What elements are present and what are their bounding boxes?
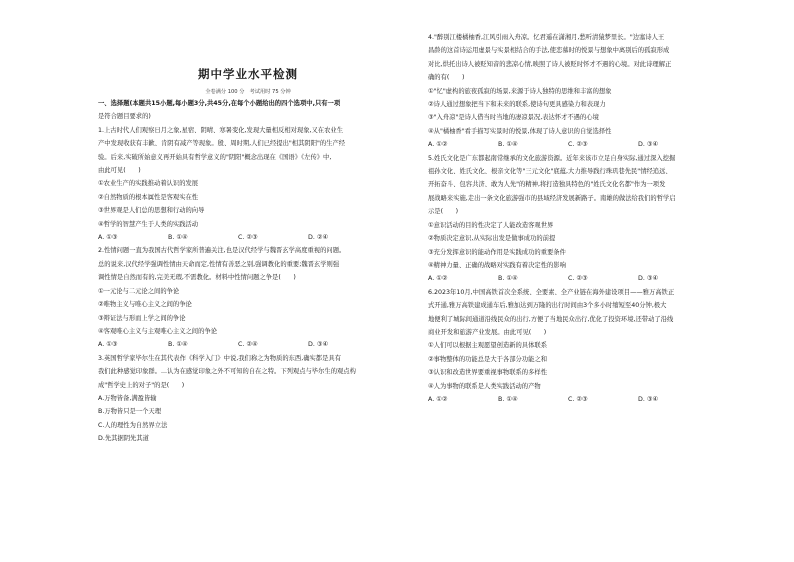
answer-choice: B. ①④ bbox=[168, 234, 188, 242]
section-heading-line: 是符合题目要求的) bbox=[98, 113, 151, 121]
question-option: ③认识和改造世界要重视事物联系的多样性 bbox=[428, 369, 547, 377]
question-stem-line: 由此可见( ) bbox=[98, 167, 141, 175]
question-option: ②事物整体的功能总是大于各部分功能之和 bbox=[428, 355, 547, 363]
answer-choices bbox=[428, 393, 732, 406]
answer-choice: D. ③④ bbox=[638, 275, 659, 283]
answer-choice: D. ③④ bbox=[308, 341, 329, 349]
question-stem-line: 6.2023年10月,中国高铁首次全系统、全要素、全产业链在海外建设项目——雅万高铁正 bbox=[428, 288, 675, 296]
question-option: A.万物皆备,满盈皆输 bbox=[98, 394, 157, 402]
question-stem-line: 1.上古时代人们观察日月之象,星宿、阴晴、寒暑变化,发现大量相反相对现象,又在农业生 bbox=[98, 126, 343, 134]
question-option: ②物质决定意识,从实际出发是做事成功的前提 bbox=[428, 235, 556, 243]
answer-choice: C. ②③ bbox=[238, 234, 258, 242]
answer-choice: C. ②③ bbox=[568, 141, 588, 149]
answer-choice: D. ③④ bbox=[638, 141, 659, 149]
question-stem-line: 示是( ) bbox=[428, 208, 459, 216]
question-stem-line: 4."醉别江楼橘柚香,江风引雨入舟凉。忆君遥在潇湘月,愁听清猿梦里长。"边塞诗人王 bbox=[428, 34, 665, 41]
answer-choice: B. ①④ bbox=[168, 341, 188, 349]
question-4 bbox=[428, 31, 732, 152]
question-stem-line: 商业开发和旅游产业发展。由此可见( ) bbox=[428, 328, 547, 336]
question-option: ③充分发挥意识的能动作用是实践成功的重要条件 bbox=[428, 248, 566, 256]
question-option: ①意识活动的目的性决定了人能改造客观世界 bbox=[428, 221, 554, 229]
question-stem-line: 我们此种感觉印象群。...认为在感觉印象之外不可知的自在之特。下列观点与毕尔生的观点构 bbox=[98, 368, 356, 376]
question-option: ②自然物质的根本属性是客观实在性 bbox=[98, 193, 199, 201]
question-option: ③"入舟凉"是诗人借当时当地的凄凉景况,表达怀才不遇的心境 bbox=[428, 114, 599, 122]
question-option: C.人的理性为自然界立法 bbox=[98, 421, 168, 429]
question-stem-line: 祖孙文化、姓氏文化、根亲文化等"三元文化"底蕴,大力推导践行珠玑巷先民"情经追远、 bbox=[428, 168, 672, 176]
answer-choice: D. ②④ bbox=[308, 234, 329, 242]
answer-choice: C. ②③ bbox=[568, 275, 588, 283]
question-2 bbox=[98, 244, 398, 351]
question-stem-line: 总的说来,汉代经学强调性情由天命而定,性情有善恶之别,强调教化的重要;魏晋玄学则强 bbox=[98, 260, 340, 268]
answer-choice: C. ②③ bbox=[568, 395, 588, 403]
answer-choices bbox=[428, 138, 732, 151]
question-option: ③世界观是人们总的思想和行动的向导 bbox=[98, 207, 205, 215]
question-stem-line: 调性情是自然而有的,完美无瑕,不需教化。材料中性情问题之争是( ) bbox=[98, 274, 296, 282]
question-stem-line: 昌龄的这首诗运用虚景与实景相结合的手法,使恋慕时的悦景与想象中离别后的孤寂形成 bbox=[428, 47, 670, 55]
answer-choice: A. ①② bbox=[428, 395, 448, 403]
answer-choice: B. ①④ bbox=[498, 141, 518, 149]
question-option: ①农业生产的实践推动着认识的发展 bbox=[98, 180, 199, 188]
question-option: B.万物皆只是一个天理 bbox=[98, 408, 161, 416]
answer-choices bbox=[428, 272, 732, 285]
right-column bbox=[428, 31, 732, 406]
answer-choice: D. ③④ bbox=[638, 395, 659, 403]
question-stem-line: 对比,烘托出诗人被贬知音的悲凉心情,映照了诗人被贬时怀才不遇的心境。对此诗理解正 bbox=[428, 60, 672, 68]
question-stem-line: 3.英国哲学家毕尔生在其代表作《科学入门》中说,我们称之为物质的东西,确实都是具有 bbox=[98, 354, 341, 362]
question-option: ②唯物主义与唯心主义之间的争论 bbox=[98, 301, 192, 309]
question-6 bbox=[428, 286, 732, 407]
question-stem-line: 确的有( ) bbox=[428, 74, 465, 82]
question-option: ②诗人通过想象把当下和未来的联系,使诗句更具感染力和表现力 bbox=[428, 101, 606, 109]
question-stem-line: 式开通,雅万高铁建成通车后,雅加达到万隆的出行时间由3个多小时缩短至40分钟,极大 bbox=[428, 302, 667, 310]
answer-choices bbox=[98, 231, 398, 244]
question-option: D.先其据阴先其道 bbox=[98, 435, 149, 443]
answer-choice: A. ①② bbox=[428, 141, 448, 149]
exam-title: 期中学业水平检测 bbox=[198, 67, 298, 81]
question-stem-line: 地便利了城际间通道沿线民众的出行,方便了当地民众出行,优化了投资环境,还带动了沿线 bbox=[428, 315, 674, 323]
answer-choice: B. ①④ bbox=[498, 275, 518, 283]
question-option: ④人为事物的联系是人类实践活动的产物 bbox=[428, 382, 541, 390]
question-option: ④从"橘柚香"看手描写实景时的悦景,体现了诗人意识的自觉选择性 bbox=[428, 127, 612, 135]
question-option: ③辩证法与形而上学之间的争论 bbox=[98, 314, 186, 322]
question-option: ④客观唯心主义与主观唯心主义之间的争论 bbox=[98, 327, 217, 335]
question-stem-line: 开拓奋斗、包容共济、敢为人先"的精神,将打造独具特色的"姓氏文化名都"作为一项发 bbox=[428, 181, 666, 189]
section-heading bbox=[98, 97, 398, 124]
question-1 bbox=[98, 124, 398, 245]
answer-choice: C. ②④ bbox=[238, 341, 258, 349]
answer-choice: A. ①② bbox=[428, 275, 448, 283]
exam-subtitle: 全卷满分 100 分 考试用时 75 分钟 bbox=[205, 89, 291, 95]
left-column bbox=[98, 38, 398, 446]
question-option: ④哲学的智慧产生于人类的实践活动 bbox=[98, 220, 199, 228]
answer-choice: A. ①③ bbox=[98, 341, 118, 349]
question-option: ①人们可以根据主观愿望创造新的具体联系 bbox=[428, 342, 547, 350]
section-heading-line: 一、选择题(本题共15小题,每小题3分,共45分,在每个小题给出的四个选项中,只有一项 bbox=[98, 100, 341, 107]
question-option: ①一元论与二元论之间的争论 bbox=[98, 287, 180, 295]
question-stem-line: 产中发现收获有丰歉、肯阴有减产等现象。殷、周时期,人们已经提出"相其阴阳"的生产经 bbox=[98, 140, 346, 148]
question-option: ④精神力量、正确的战略对实践有着决定性的影响 bbox=[428, 261, 566, 269]
question-stem-line: 展战略来实施,走出一条文化旅游强市的县域经济发展新路子。南雄的做法给我们的哲学启 bbox=[428, 194, 676, 202]
question-stem-line: 验。后来,实破所始意义再开始具有哲学意义的"阴阳"概念出现在《国语》《左传》中, bbox=[98, 153, 332, 161]
answer-choice: B. ①④ bbox=[498, 395, 518, 403]
question-stem-line: 成"哲学史上的对子"的是( ) bbox=[98, 381, 185, 389]
question-option: ①"忆"虚构的旅夜孤寂的场景,来源于诗人独特的思维和丰富的想象 bbox=[428, 87, 612, 95]
question-5 bbox=[428, 152, 732, 286]
answer-choice: A. ①③ bbox=[98, 234, 118, 242]
question-stem-line: 5.姓氏文化是广东都起南常继承的文化旅游资源。近年来该市立足自身实际,通过深入挖掘 bbox=[428, 154, 676, 162]
question-stem-line: 2.性情问题一直为我国古代哲学家所普遍关注,也是汉代经学与魏晋玄学高度重视的问题。 bbox=[98, 247, 346, 255]
question-3 bbox=[98, 352, 398, 446]
answer-choices bbox=[98, 338, 398, 351]
